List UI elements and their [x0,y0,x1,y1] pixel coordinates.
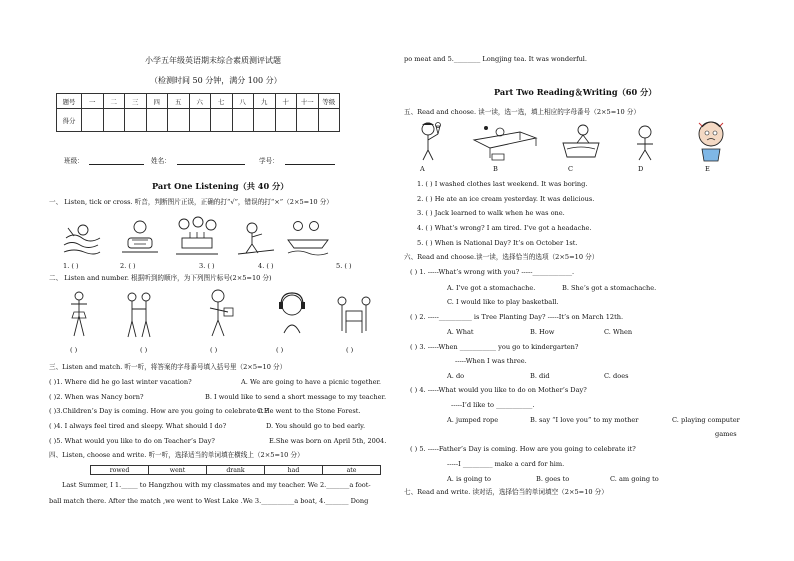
score-input-cell[interactable] [82,109,104,132]
score-input-cell[interactable] [297,109,319,132]
q3-question-1[interactable]: ( )1. Where did he go last winter vacation? [49,378,192,386]
q1-blank-5[interactable]: 5. ( ) [336,262,352,270]
word-bank-item: ate [323,466,381,475]
q6-2-option-b[interactable]: B. How [530,328,555,336]
q6-4-answer[interactable]: -----I’d like to ___________. [451,401,535,409]
q1-instruction: 一、 Listen, tick or cross. 听音，判断图片正误，正确的打“√”，错误的打“×”（2×5=10 分） [49,198,333,206]
q6-5-option-c[interactable]: C. am going to [610,475,659,483]
q6-question-2[interactable]: ( ) 2. -----__________ is Tree Planting Day? -----It’s on March 12th. [410,313,624,321]
boat-picture [286,216,330,256]
exam-subtitle: （检测时间 50 分钟，满分 100 分） [150,76,282,85]
q5-instruction: 五、Read and choose. 读一读，选一选，填上相应的字母番号（2×5=10 分） [404,108,640,116]
score-cell: 七 [211,94,233,109]
q6-question-4[interactable]: ( ) 4. -----What would you like to do on Mother’s Day? [410,386,587,394]
q2-blank-4[interactable]: ( ) [276,346,284,354]
q4-passage-line-1[interactable]: Last Summer, I 1._____ to Hangzhou with my classmates and my teacher. We 2._______a foot- [62,481,371,489]
score-row-header [57,94,340,109]
q6-5-answer[interactable]: -----I _________ make a card for him. [447,460,565,468]
score-input-cell[interactable] [232,109,254,132]
q2-blank-5[interactable]: ( ) [346,346,354,354]
score-input-cell[interactable] [254,109,276,132]
q5-item-4[interactable]: 4. ( ) What’s wrong? I am tired. I’ve got a headache. [417,224,592,232]
q6-1-option-c[interactable]: C. I would like to play basketball. [447,298,559,306]
word-bank-item: rowed [91,466,149,475]
q6-4-option-c-cont: games [715,430,737,438]
q6-4-option-a[interactable]: A. jumped rope [447,416,499,424]
q3-answer-e: E.She was born on April 5th, 2004. [269,437,387,445]
score-cell: 十 [275,94,297,109]
washing-clothes-picture [557,123,605,161]
q3-instruction: 三、Listen and match. 听一听，将答案的字母番号填入括号里（2×5=10 分） [49,363,287,371]
q5-item-2[interactable]: 2. ( ) He ate an ice cream yesterday. It was delicious. [417,195,595,203]
score-cell: 十一 [297,94,319,109]
q3-question-5[interactable]: ( )5. What would you like to do on Teacher’s Day? [49,437,215,445]
party-picture [172,214,222,258]
number-label: 学号： [259,157,279,165]
score-label: 得分 [57,109,82,132]
word-bank-item: went [149,466,207,475]
headphones-picture [276,291,308,335]
q6-4-option-c[interactable]: C. playing computer [672,416,740,424]
part-two-heading: Part Two Reading＆Writing（60 分） [494,87,657,97]
word-bank-item: drank [207,466,265,475]
q1-blank-1[interactable]: 1. ( ) [63,262,79,270]
chess-picture [334,293,374,337]
score-cell: 六 [189,94,211,109]
q7-instruction: 七、Read and write. 读对话，选择恰当的单词填空（2×5=10 分） [404,488,608,496]
q3-answer-d: D. You should go to bed early. [266,422,366,430]
q2-blank-2[interactable]: ( ) [140,346,148,354]
number-field[interactable] [285,164,335,165]
part-one-heading: Part One Listening（共 40 分） [152,181,289,191]
score-cell: 一 [82,94,104,109]
q2-instruction: 二、 Listen and number. 根据听到的顺序，为下列图片标号(2×5=10 分) [49,274,272,282]
q5-item-3[interactable]: 3. ( ) Jack learned to walk when he was one. [417,209,565,217]
q6-question-1[interactable]: ( ) 1. -----What’s wrong with you? -----____________. [410,268,575,276]
score-input-cell[interactable] [125,109,147,132]
q3-answer-a: A. We are going to have a picnic together. [241,378,382,386]
q6-1-option-a[interactable]: A. I’ve got a stomachache. [447,284,536,292]
score-cell: 等级 [318,94,340,109]
ice-cream-boy-picture [410,120,448,162]
q6-3-option-a[interactable]: A. do [447,372,465,380]
q5-letter-c: C [568,165,574,173]
score-row-values [57,109,340,132]
q4-instruction: 四、Listen, choose and write. 听一听，选择适当的单词填在横线上（2×5=10 分） [49,451,304,459]
q6-5-option-a[interactable]: A. is going to [447,475,492,483]
q6-3-answer: -----When I was three. [455,357,527,365]
score-cell: 八 [232,94,254,109]
q2-blank-1[interactable]: ( ) [70,346,78,354]
eating-picture [118,218,162,256]
q6-2-option-c[interactable]: C. When [604,328,633,336]
exam-title: 小学五年级英语期末综合素质测评试题 [145,56,281,65]
word-bank-item: had [265,466,323,475]
swimming-picture [62,218,102,256]
handshake-picture [122,291,156,339]
word-bank [90,465,381,475]
q6-question-3[interactable]: ( ) 3. -----When ___________ you go to kindergarten? [410,343,579,351]
walking-baby-picture [625,122,665,162]
score-cell: 五 [168,94,190,109]
ballet-picture [66,290,92,340]
q2-blank-3[interactable]: ( ) [210,346,218,354]
q3-question-4[interactable]: ( )4. I always feel tired and sleepy. What should I do? [49,422,227,430]
score-input-cell[interactable] [275,109,297,132]
q6-3-option-c[interactable]: C. does [604,372,629,380]
kid-basket-picture [200,288,236,340]
q1-blank-3[interactable]: 3. ( ) [199,262,215,270]
q6-1-option-b[interactable]: B. She’s got a stomachache. [562,284,657,292]
score-input-cell[interactable] [168,109,190,132]
score-input-cell[interactable] [211,109,233,132]
q1-blank-4[interactable]: 4. ( ) [258,262,274,270]
q5-letter-e: E [705,165,710,173]
score-cell: 九 [254,94,276,109]
score-input-cell[interactable] [103,109,125,132]
score-cell: 四 [146,94,168,109]
q1-blank-2[interactable]: 2. ( ) [120,262,136,270]
q6-3-option-b[interactable]: B. did [530,372,550,380]
name-field[interactable] [177,164,245,165]
q5-letter-a: A [420,165,425,173]
q3-question-2[interactable]: ( )2. When was Nancy born? [49,393,144,401]
score-input-cell[interactable] [189,109,211,132]
tired-classroom-picture [470,122,540,162]
score-cell: 题号 [57,94,82,109]
score-input-cell[interactable] [318,109,340,132]
headache-boy-picture [694,119,728,165]
q6-2-option-a[interactable]: A. What [447,328,474,336]
q5-item-5[interactable]: 5. ( ) When is National Day? It’s on October 1st. [417,239,578,247]
q5-letter-b: B [493,165,498,173]
q6-5-option-b[interactable]: B. goes to [536,475,570,483]
name-label: 姓名： [151,157,171,165]
class-label: 班级： [64,157,84,165]
hiking-picture [236,220,276,256]
q6-instruction: 六、Read and choose.读一读，选择恰当的选项（2×5=10 分） [404,253,599,261]
q5-letter-d: D [638,165,644,173]
score-cell: 三 [125,94,147,109]
score-table [56,93,340,132]
q6-4-option-b[interactable]: B. say “I love you” to my mother [530,416,639,424]
q3-answer-b: B. I would like to send a short message to my teacher. [205,393,387,401]
q3-answer-c: C.He went to the Stone Forest. [257,407,361,415]
q3-question-3[interactable]: ( )3.Children’s Day is coming. How are you going to celebrate it ? [49,407,269,415]
class-field[interactable] [89,164,144,165]
score-cell: 二 [103,94,125,109]
q6-question-5[interactable]: ( ) 5. -----Father’s Day is coming. How are you going to celebrate it? [410,445,636,453]
q4-passage-continued[interactable]: po meat and 5.________ Longjing tea. It was wonderful. [404,55,588,63]
score-input-cell[interactable] [146,109,168,132]
q4-passage-line-2[interactable]: ball match there. After the match ,we went to West Lake .We 3.__________a boat, 4._______ Dong [49,497,369,505]
q5-item-1[interactable]: 1. ( ) I washed clothes last weekend. It was boring. [417,180,588,188]
